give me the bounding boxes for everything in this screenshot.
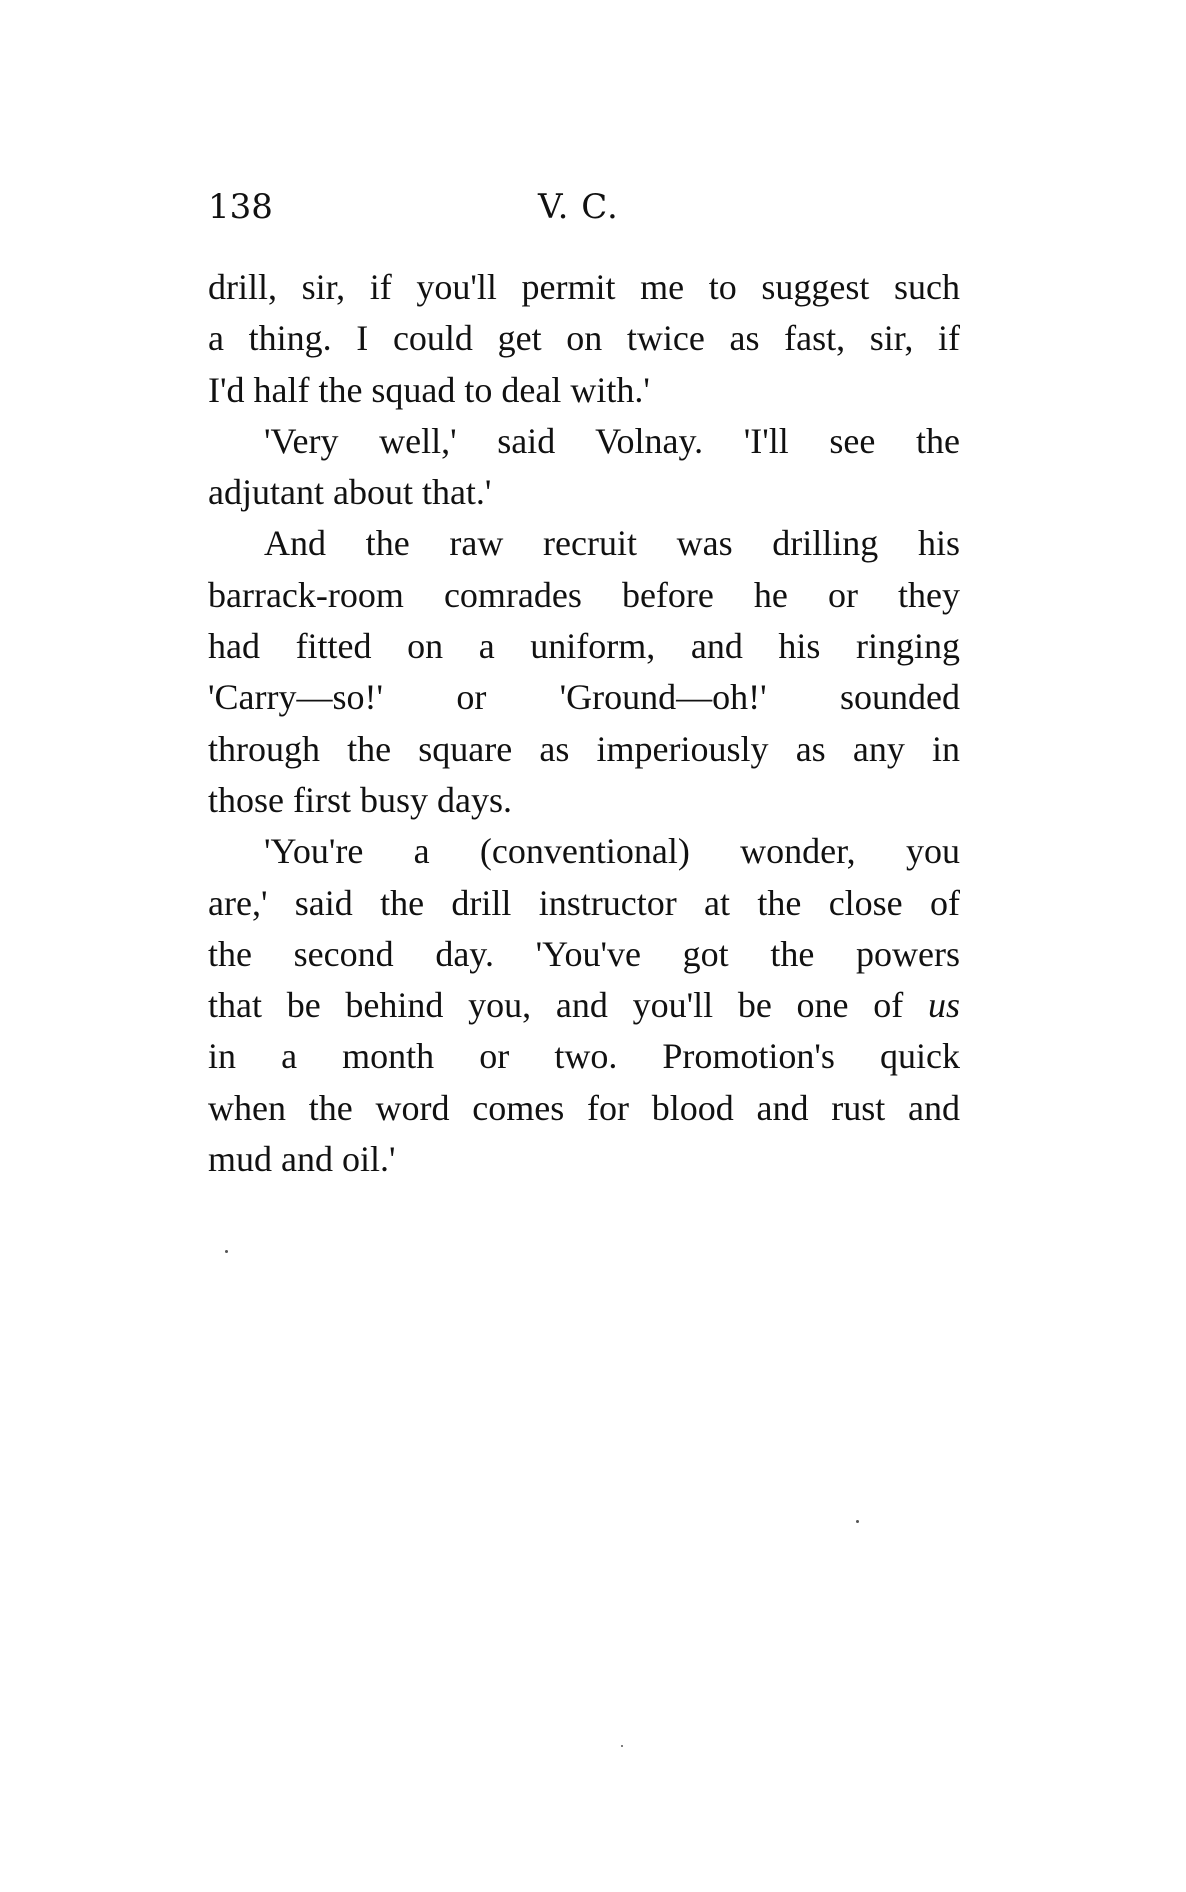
body-text: [208, 262, 960, 1185]
text-line: mud and oil.': [208, 1139, 396, 1180]
text-line: I'd half the squad to deal with.': [208, 369, 650, 410]
paragraph: [208, 262, 960, 416]
running-head: [208, 185, 960, 229]
text-line: adjutant about that.': [208, 472, 492, 513]
text-line: had fitted on a uniform, and his ringing: [208, 626, 960, 667]
text-line: barrack-room comrades before he or they: [208, 574, 960, 615]
text-line: those first busy days.: [208, 779, 512, 820]
text-line: the second day. 'You've got the powers: [208, 933, 960, 974]
text-line: through the square as imperiously as any in: [208, 728, 960, 769]
text-line: that be behind you, and you'll be one of us: [208, 985, 960, 1026]
paper-speck: [225, 1250, 228, 1253]
paper-speck: [621, 1745, 623, 1747]
text-line: drill, sir, if you'll permit me to suggest such: [208, 267, 960, 307]
text-line: are,' said the drill instructor at the close of: [208, 882, 960, 923]
text-line: 'You're a (conventional) wonder, you: [264, 831, 960, 872]
text-line: in a month or two. Promotion's quick: [208, 1036, 960, 1077]
paragraph: [208, 518, 960, 826]
paragraph: [208, 416, 960, 519]
paragraph: [208, 826, 960, 1185]
page-number: 138: [208, 187, 273, 227]
text-line: And the raw recruit was drilling his: [264, 523, 960, 564]
text-line: when the word comes for blood and rust and: [208, 1087, 960, 1128]
emphasis: us: [927, 985, 960, 1026]
text-line: a thing. I could get on twice as fast, sir, if: [208, 318, 960, 359]
text-line: 'Very well,' said Volnay. 'I'll see the: [264, 420, 960, 461]
paper-speck: [856, 1520, 859, 1523]
running-title: V. C.: [538, 187, 619, 227]
text-line: 'Carry—so!' or 'Ground—oh!' sounded: [208, 677, 960, 718]
